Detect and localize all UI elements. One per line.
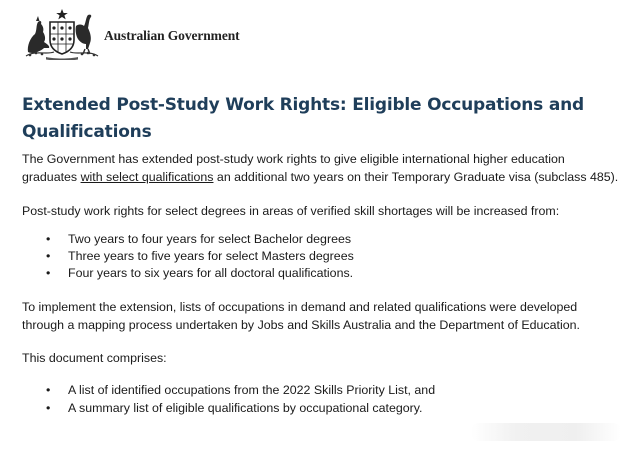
document-body bbox=[22, 92, 622, 417]
implementation-paragraph: To implement the extension, lists of occupations in demand and related qualifications were developed through a mapping process undertaken by Jobs and Skills Australia and the Department of Education. bbox=[22, 300, 580, 332]
bullet-icon: • bbox=[46, 401, 51, 415]
list-item-text: Four years to six years for all doctoral qualifications. bbox=[68, 266, 354, 280]
comprises-list bbox=[22, 381, 622, 417]
list-item-text: Two years to four years for select Bachelor degrees bbox=[68, 232, 352, 246]
intro-paragraph bbox=[22, 150, 622, 186]
intro-text-end: an additional two years on their Temporary Graduate visa (subclass 485). bbox=[213, 170, 619, 184]
list-item-text: A summary list of eligible qualifications by occupational category. bbox=[68, 401, 423, 415]
page-header bbox=[22, 8, 240, 60]
bullet-icon: • bbox=[46, 383, 51, 397]
bullet-icon: • bbox=[46, 249, 51, 263]
list-item-text: A list of identified occupations from the 2022 Skills Priority List, and bbox=[68, 383, 436, 397]
intro-text-start: The Government has extended post-study work rights to give eligible international higher education graduates bbox=[22, 152, 565, 184]
coat-of-arms-icon bbox=[22, 8, 102, 60]
list-item bbox=[22, 248, 622, 265]
list-item bbox=[22, 399, 622, 417]
select-qualifications-underlined: with select qualifications bbox=[80, 170, 214, 184]
list-item bbox=[22, 381, 622, 399]
faint-smudge bbox=[471, 423, 621, 441]
bullet-icon: • bbox=[46, 266, 51, 280]
list-item bbox=[22, 265, 622, 282]
rights-intro-paragraph: Post-study work rights for select degrees in areas of verified skill shortages will be increased from: bbox=[22, 204, 560, 218]
document-title: Extended Post-Study Work Rights: Eligible Occupations and Qualifications bbox=[22, 95, 584, 142]
comprises-intro-paragraph: This document comprises: bbox=[22, 351, 167, 365]
list-item-text: Three years to five years for select Masters degrees bbox=[68, 249, 354, 263]
bullet-icon: • bbox=[46, 232, 51, 246]
organization-name: Australian Government bbox=[104, 28, 240, 43]
rights-list bbox=[22, 231, 622, 282]
list-item bbox=[22, 231, 622, 248]
